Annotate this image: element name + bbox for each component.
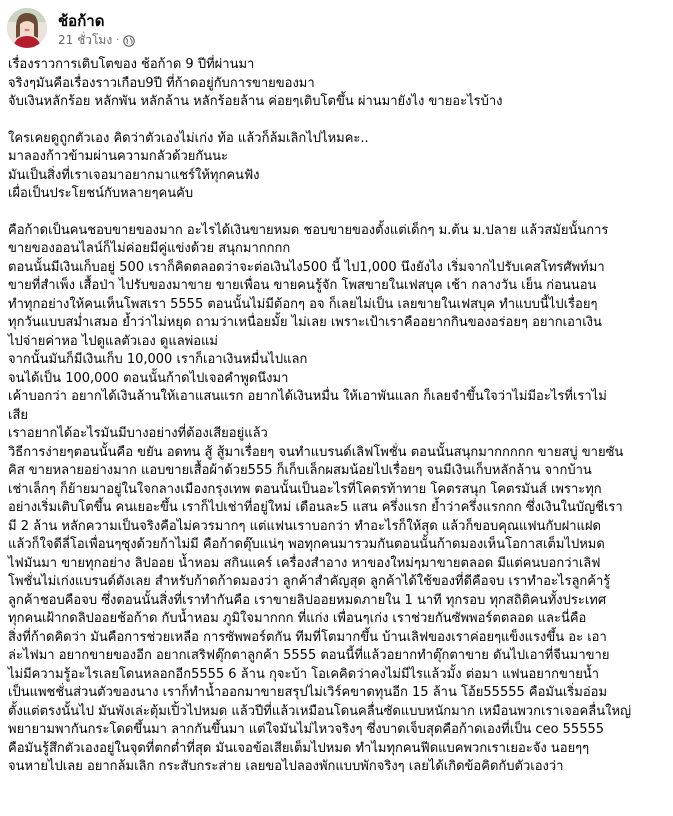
- globe-icon[interactable]: [123, 35, 135, 47]
- author-name[interactable]: ช้อก้าด: [58, 12, 105, 30]
- post-meta: [58, 31, 135, 50]
- post-header: [7, 6, 667, 48]
- post-paragraph-story: คือก้าดเป็นคนชอบขายของมาก อะไรได้เงินขายหมด ชอบขายของตั้งแต่เด็กๆ ม.ต้น ม.ปลาย แล้วสมัยนั้นการ ขายของออนไลน์ก็ไม่ค่อยมีคู่แข่งด้วย สนุกมากกกก ตอนนั้นมีเงินเก็บอยู่ 500 เราก็คิดตลอดว่าจะต่อเงินไง500 นี้ ไป1,000 นึงยังไง เริ่มจากไปรับเคสโทรศัพท์มา ขายที่สำเพ็ง เสื้อป่า ไปรับของมาขาย ขายเพื่อน ขายคนรู้จัก โพสขายในเฟสบุค เช้า กลางวัน เย็น ก่อนนอน ทำทุกอย่างให้คนเห็นโพสเรา 5555 ตอนนั้นไม่มีต้อกๆ อจ ก็เลยไม่เป็น เลยขายในเฟสบุค ทำแบบนี้ไปเรื่อยๆ ทุกวันแบบสม่ำเสมอ ย้ำว่าไม่หยุด ถามว่าเหนื่อยมั้ย ไม่เลย เพราะเป้าเราคืออยากกินของอร่อยๆ อยากเอาเงิน ไปจ่ายค่าหอ ไปดูแลตัวเอง ดูแลพ่อแม่ จากนั้นมันก็มีเงินเก็บ 10,000 เราก็เอาเงินหมื่นไปแลก จนได้เป็น 100,000 ตอนนั้นก้าดไปเจอคำพูดนึงมา เค้าบอกว่า อยากได้เงินล้านให้เอาแสนแรก อยากได้เงินหมื่น ให้เอาพันแลก ก็เลยจำขึ้นใจว่าไม่มีอะไรที่เราไม่ เสีย เราอยากได้อะไรมันมีบางอย่างที่ต้องเสียอยู่แล้ว วิธีการง่ายๆตอนนั้นคือ ขยัน อดทน สู้ สู้มาเรื่อยๆ จนทำแบรนด์เลิฟโพชั่น ตอนนั้นสนุกมากกกกก ขายสบู่ ขายซัน คิส ขายหลายอย่างมาก แอบขายเสื้อผ้าด้วย555 ก็เก็บเล็กผสมน้อยไปเรื่อยๆ จนมีเงินเก็บหลักล้าน จากบ้าน เช่าเล็กๆ ก็ย้ายมาอยู่ในใจกลางเมืองกรุงเทพ ตอนนั้นเป็นอะไรที่โคตรท้าทาย โคตรสนุก โคตรมันส์ เพราะทุก อย่างเริ่มเติบโตขึ้น คนเยอะขึ้น เราก็ไปเช่าที่อยู่ใหม่ เดือนละ5 แสน ครึ่งแรก ย้ำว่าครึ่งแรกกก ซึ่งเงินในบัญชีเรา มี 2 ล้าน หลักความเป็นจริงคือไม่ควรมากๆ แต่แฟนเราบอกว่า ทำอะไรก็ให้สุด แล้วก็ขอบคุณแฟนกับฝาแฝด แล้วก็ใจดีลี่โอเพื่อนๆซุงด้วยก้าไม่มี คือก้าดตุ๊บแน่ๆ พอทุกคนมารวมกันตอนนั้นก้าดมองเห็นโอกาสเต็มไปหมด ไฟมันมา ขายทุกอย่าง ลิปออย น้ำหอม สกินแคร์ เครื่องสำอาง หาของใหม่ๆมาขายตลอด มีแต่คนบอกว่าเลิฟ โพชั่นไม่เก่งแบรนด์ดังเลย สำหรับก้าดก้าดมองว่า ลูกค้าสำคัญสุด ลูกค้าได้ใช้ของที่ดีคือจบ เราทำอะไรลูกค้ารู้ ลูกค้าชอบคือจบ ซึ่งตอนนั้นสิ่งที่เราทำกันคือ เราขายลิปออยหมดภายใน 1 นาที ทุกรอบ ทุกสถิติคนทั้งประเทศ ทุกคนเฝ้ากดลิปออยช้อก้าด กับน้ำหอม ภูมิใจมากกก ที่แก่ง เพื่อนๆเก่ง เราช่วยกันซัพพอร์ตตลอด และนี่คือ สิ่งที่ก้าดคิดว่า มันคือการช่วยเหลือ การซัพพอร์ตกัน ทีมที่โตมากขึ้น บ้านเลิฟของเราค่อยๆแข็งแรงขึ้น อะ เอา ล่ะไฟมา อยากขายของอีก อยากเสริฟตุ๊กตาลูกค้า 5555 ตอนนี้ที่แล้วอยากทำตุ๊กตาขาย ดันไปเอาที่จีนมาขาย ไม่มีความรู้อะไรเลยโดนหลอกอีก5555 6 ล้าน กุจะบ้า โอเคคิดว่าคงไม่มีไรแล้วมั้ง ต่อมา แฟนอยากขายน้ำ เป็นแพชชั่นส่วนตัวของนาง เราก็ทำน้ำออกมาขายสรุปไม่เวิร์คขาดทุนอีก 15 ล้าน โอ้ย55555 คือมันเริ่มอ่อม ตั้งแต่ตรงนั้นไป มันพังเล่ะตุ้มเปิ้วไปหมด แล้วปีที่แล้วเหมือนโดนคลื่นซัดแบบหนักมาก เหมือนพวกเราเจอคลื่นใหญ่ พยายามพากันกระโดดขึ้นมา ลากกันขึ้นมา แต่ใจมันไม่ไหวจริงๆ ซึ่งบาดเจ็บสุดคือก้าดเองที่เป็น ceo 55555 คือมันรู้สึกตัวเองอยู่ในจุดที่ตกต่ำที่สุด มันเจอข้อเสียเต็มไปหมด ทำไมทุกคนฟีดแบคพวกเราเยอะจัง นอยๆๆ จนหายไปเลย อยากล้มเลิก กระสับกระส่าย เลยขอไปลองพักแบบพักจริงๆ เลยได้เกิดข้อคิดกับตัวเองว่า: [8, 222, 632, 774]
- post-timestamp[interactable]: 21 ชั่วโมง: [58, 33, 113, 47]
- post-paragraph-question: ใครเคยดูถูกตัวเอง คิดว่าตัวเองไม่เก่ง ท้อ แล้วก็ล้มเลิกไปไหมคะ.. มาลองก้าวข้ามผ่านความกลัวด้วยกันนะ มันเป็นสิ่งที่เราเจอมาอยากมาแชร์ให้ทุกคนฟัง เผื่อเป็นประโยชน์กับหลายๆคนคับ: [8, 130, 369, 201]
- post-paragraph-intro: เรื่องราวการเติบโตของ ช้อก้าด 9 ปีที่ผ่านมา จริงๆมันคือเรื่องราวเกือบ9ปี ที่ก้าดอยู่กับการขายของมา จับเงินหลักร้อย หลักพัน หลักล้าน หลักร้อยล้าน ค่อยๆเติบโตขึ้น ผ่านมายังไง ขายอะไรบ้าง: [8, 57, 503, 109]
- separator-dot: ·: [116, 35, 120, 46]
- post-content: [8, 56, 668, 777]
- avatar-image: [7, 8, 47, 48]
- profile-photo[interactable]: [7, 8, 47, 48]
